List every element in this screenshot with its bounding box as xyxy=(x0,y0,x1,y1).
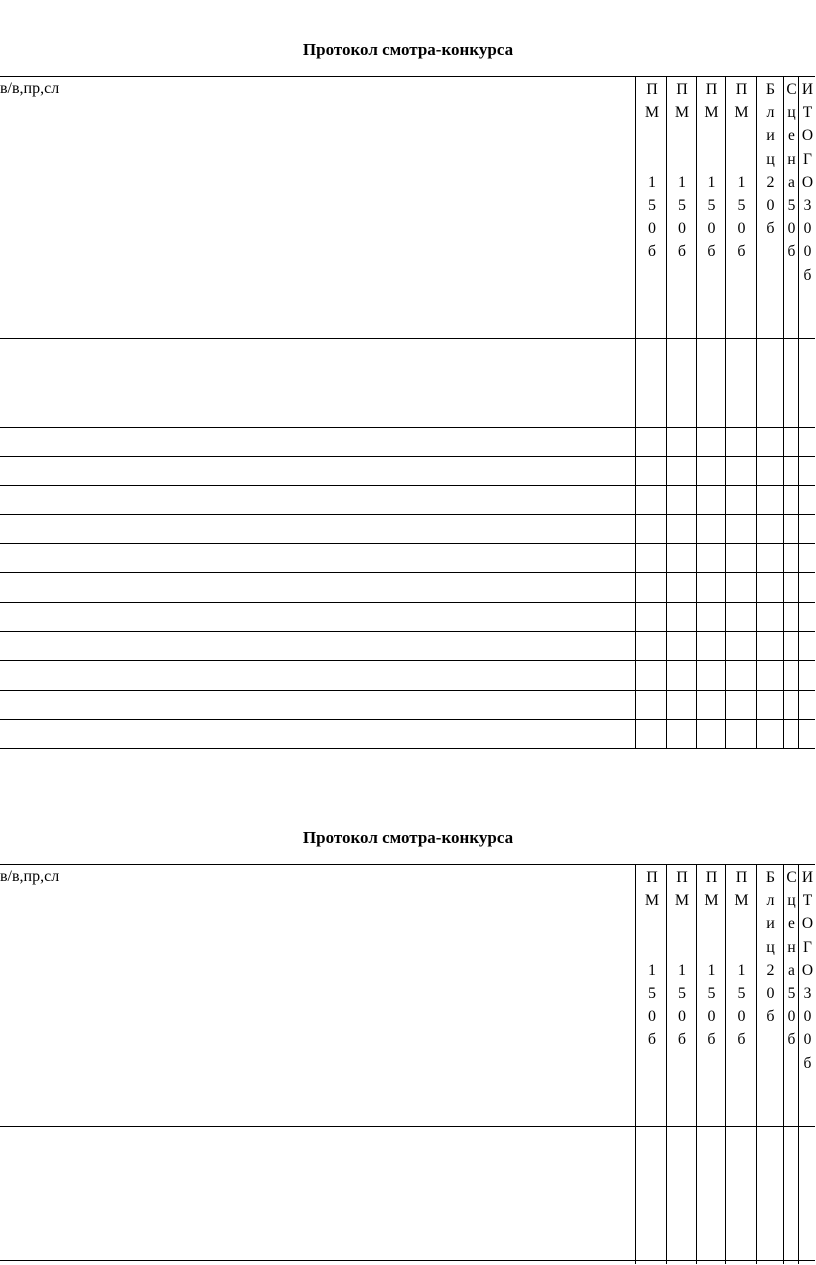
column-divider xyxy=(666,864,667,1264)
row-divider xyxy=(0,572,815,573)
header-cell-pm-3: П М 1 5 0 б xyxy=(704,869,719,1049)
protocol-table xyxy=(0,76,815,749)
protocol-title: Протокол смотра-конкурса xyxy=(302,40,514,59)
column-divider xyxy=(635,864,636,1264)
column-divider xyxy=(798,76,799,749)
header-cell-stsena: С ц е н а 5 0 б xyxy=(786,869,797,1049)
column-divider xyxy=(725,76,726,749)
row-divider xyxy=(0,456,815,457)
header-cell-itogo: И Т О Г О 3 0 0 б xyxy=(801,81,814,284)
header-cell-pm-4: П М 1 5 0 б xyxy=(734,869,749,1049)
table-border-bottom xyxy=(0,1260,815,1261)
header-cell-blits: Б л и ц 2 0 б xyxy=(765,81,776,238)
column-divider xyxy=(696,864,697,1264)
table-border-top xyxy=(0,76,815,77)
header-cell-blits: Б л и ц 2 0 б xyxy=(765,869,776,1026)
row-divider xyxy=(0,690,815,691)
header-row-divider xyxy=(0,338,815,339)
row-divider xyxy=(0,660,815,661)
row-divider xyxy=(0,514,815,515)
header-cell-pm-1: П М 1 5 0 б xyxy=(644,869,660,1049)
row-divider xyxy=(0,485,815,486)
header-cell-pm-2: П М 1 5 0 б xyxy=(674,81,690,261)
column-divider xyxy=(756,864,757,1264)
column-divider xyxy=(635,76,636,749)
column-divider xyxy=(666,76,667,749)
column-divider xyxy=(756,76,757,749)
header-cell-pm-4: П М 1 5 0 б xyxy=(734,81,749,261)
row-divider xyxy=(0,602,815,603)
table-border-bottom xyxy=(0,748,815,749)
column-divider xyxy=(696,76,697,749)
row-divider xyxy=(0,427,815,428)
row-divider xyxy=(0,543,815,544)
protocol-title: Протокол смотра-конкурса xyxy=(302,828,514,847)
table-border-top xyxy=(0,864,815,865)
header-cell-pm-2: П М 1 5 0 б xyxy=(674,869,690,1049)
header-cell-itogo: И Т О Г О 3 0 0 б xyxy=(801,869,814,1072)
header-cell-participant: в/в,пр,сл xyxy=(0,868,60,885)
header-row-divider xyxy=(0,1126,815,1127)
column-divider xyxy=(783,76,784,749)
column-divider xyxy=(783,864,784,1264)
header-cell-participant: в/в,пр,сл xyxy=(0,80,60,97)
column-divider xyxy=(798,864,799,1264)
header-cell-pm-3: П М 1 5 0 б xyxy=(704,81,719,261)
protocol-table xyxy=(0,864,815,1264)
column-divider xyxy=(725,864,726,1264)
row-divider xyxy=(0,631,815,632)
row-divider xyxy=(0,719,815,720)
header-cell-pm-1: П М 1 5 0 б xyxy=(644,81,660,261)
header-cell-stsena: С ц е н а 5 0 б xyxy=(786,81,797,261)
